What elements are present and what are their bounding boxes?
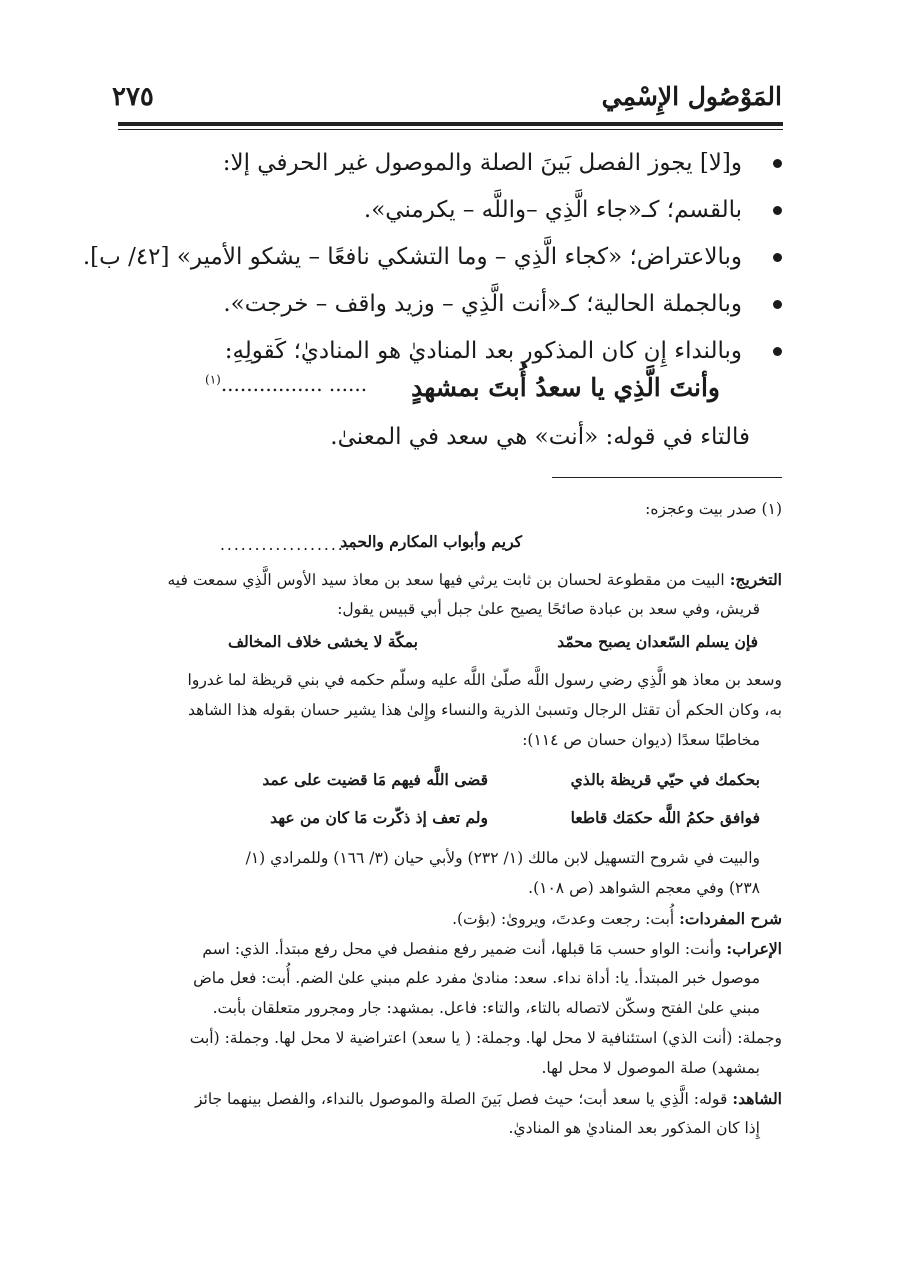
takhrij-text: البيت من مقطوعة لحسان بن ثابت يرثي فيها سعد بن معاذ سيد الأوس الَّذِي سمعت فيه — [167, 571, 725, 589]
takhrij-line-1 — [168, 565, 783, 595]
list-item-text: و[لا] يجوز الفصل بَينَ الصلة والموصول غير الحرفي إلا: — [222, 150, 742, 176]
verse3-second-hemistich: قضى اللَّه فيهم مَا قضيت على عمد — [262, 770, 488, 789]
footnote-hemistich: كريم وأبواب المكارم والحمد — [340, 532, 522, 551]
bullet-dot-icon — [773, 347, 782, 356]
list-item-text: وبالجملة الحالية؛ كـ«أنت الَّذِي – وزيد واقف – خرجت». — [223, 291, 742, 317]
verse4-second-hemistich: ولم تعف إذ ذكّرت مَا كان من عهد — [270, 808, 488, 827]
footnote-ref: (١) — [205, 372, 221, 387]
running-header-title: المَوْصُول الإِسْمِي — [601, 82, 782, 111]
list-item — [162, 328, 782, 375]
verse4-first-hemistich: فوافق حكمُ اللَّه حكمَك قاطعا — [570, 808, 760, 827]
list-item-text: بالقسم؛ كـ«جاء الَّذِي –واللَّه – يكرمني». — [363, 197, 742, 223]
footnote-separator — [552, 477, 782, 478]
verse3-first-hemistich: بحكمك في حيّي قريظة بالذي — [570, 770, 760, 789]
body-paragraph: فالتاء في قوله: «أنت» هي سعد في المعنىٰ. — [330, 424, 750, 450]
header-rule-thin — [118, 129, 783, 130]
irab-label: الإعراب: — [726, 939, 782, 958]
jumla-line-1: وجملة: (أنت الذي) استئنافية لا محل لها. وجملة: ( يا سعد) اعتراضية لا محل لها. وجملة: (أبت — [189, 1029, 782, 1047]
irab-line-1 — [202, 934, 782, 964]
verse-ellipsis — [205, 372, 367, 396]
footnote-dots: .................... — [220, 536, 359, 554]
vocab-label: شرح المفردات: — [679, 909, 782, 928]
takhrij-label: التخريج: — [729, 570, 782, 589]
shahid-text: قوله: الَّذِي يا سعد أبت؛ حيث فصل بَينَ الصلة والموصول بالنداء، والفصل بينهما جائز — [194, 1090, 728, 1108]
page-number: ٢٧٥ — [112, 82, 154, 112]
shahid-label: الشاهد: — [732, 1089, 782, 1108]
references-line-2: ٢٣٨) وفي معجم الشواهد (ص ١٠٨). — [528, 879, 760, 897]
footnote-intro: (١) صدر بيت وعجزه: — [645, 500, 782, 518]
irab-line-3: مبني علىٰ الفتح وسكّن لاتصاله بالتاء، والتاء: فاعل. بمشهد: جار ومجرور متعلقان بأبت. — [212, 999, 760, 1017]
header-rule-thick — [118, 122, 783, 126]
verse2-first-hemistich: فإن يسلم السّعدان يصبح محمّد — [557, 632, 758, 651]
vocab-line — [452, 904, 782, 934]
vocab-text: أُبت: رجعت وعدتَ، ويروىٰ: (بؤت). — [452, 910, 675, 928]
irab-line-2: موصول خبر المبتدأ. يا: أداة نداء. سعد: منادىٰ مفرد علم مبني علىٰ الضم. أُبت: فعل ماض — [193, 969, 760, 987]
paragraph-line-2: به، وكان الحكم أن تقتل الرجال وتسبىٰ الذرية والنساء وإِلىٰ هذا يشير حسان بقوله هذا الشاهد — [188, 701, 782, 719]
list-item — [162, 140, 782, 187]
irab-text: وأنت: الواو حسب مَا قبلها، أنت ضمير رفع منفصل في محل رفع مبتدأ. الذي: اسم — [202, 940, 722, 958]
verse-line: وأنتَ الَّذِي يا سعدُ أُبتَ بمشهدٍ — [411, 373, 720, 402]
shahid-line-2: إِذا كان المذكور بعد المناديٰ هو المناديٰ. — [508, 1119, 760, 1137]
paragraph-line-3: مخاطبًا سعدًا (ديوان حسان ص ١١٤): — [522, 731, 760, 749]
takhrij-line-2: قريش، وفي سعد بن عبادة صائحًا يصيح علىٰ جبل أبي قبيس يقول: — [337, 600, 760, 618]
bullet-list — [82, 140, 782, 375]
jumla-line-2: بمشهد) صلة الموصول لا محل لها. — [541, 1059, 760, 1077]
paragraph-line-1: وسعد بن معاذ هو الَّذِي رضي رسول اللَّه صلّىٰ اللَّه عليه وسلّم حكمه في بني قريظة لما غدروا — [187, 671, 782, 689]
list-item — [82, 234, 782, 281]
list-item-text: وبالاعتراض؛ «كجاء الَّذِي – وما التشكي نافعًا – يشكو الأمير» [٤٢/ ب]. — [82, 244, 742, 270]
references-line-1: والبيت في شروح التسهيل لابن مالك (١/ ٢٣٢) ولأبي حيان (٣/ ١٦٦) وللمرادي (١/ — [245, 849, 760, 867]
list-item — [162, 187, 782, 234]
bullet-dot-icon — [773, 159, 782, 168]
list-item — [162, 281, 782, 328]
list-item-text: وبالنداء إِن كان المذكور بعد المناديٰ هو المناديٰ؛ كَقولِهِ: — [224, 338, 742, 364]
bullet-dot-icon — [773, 300, 782, 309]
bullet-dot-icon — [773, 206, 782, 215]
verse-dots: ................ ...... — [220, 372, 368, 396]
bullet-dot-icon — [773, 253, 782, 262]
verse2-second-hemistich: بمكّة لا يخشى خلاف المخالف — [227, 632, 418, 651]
shahid-line-1 — [195, 1084, 782, 1114]
